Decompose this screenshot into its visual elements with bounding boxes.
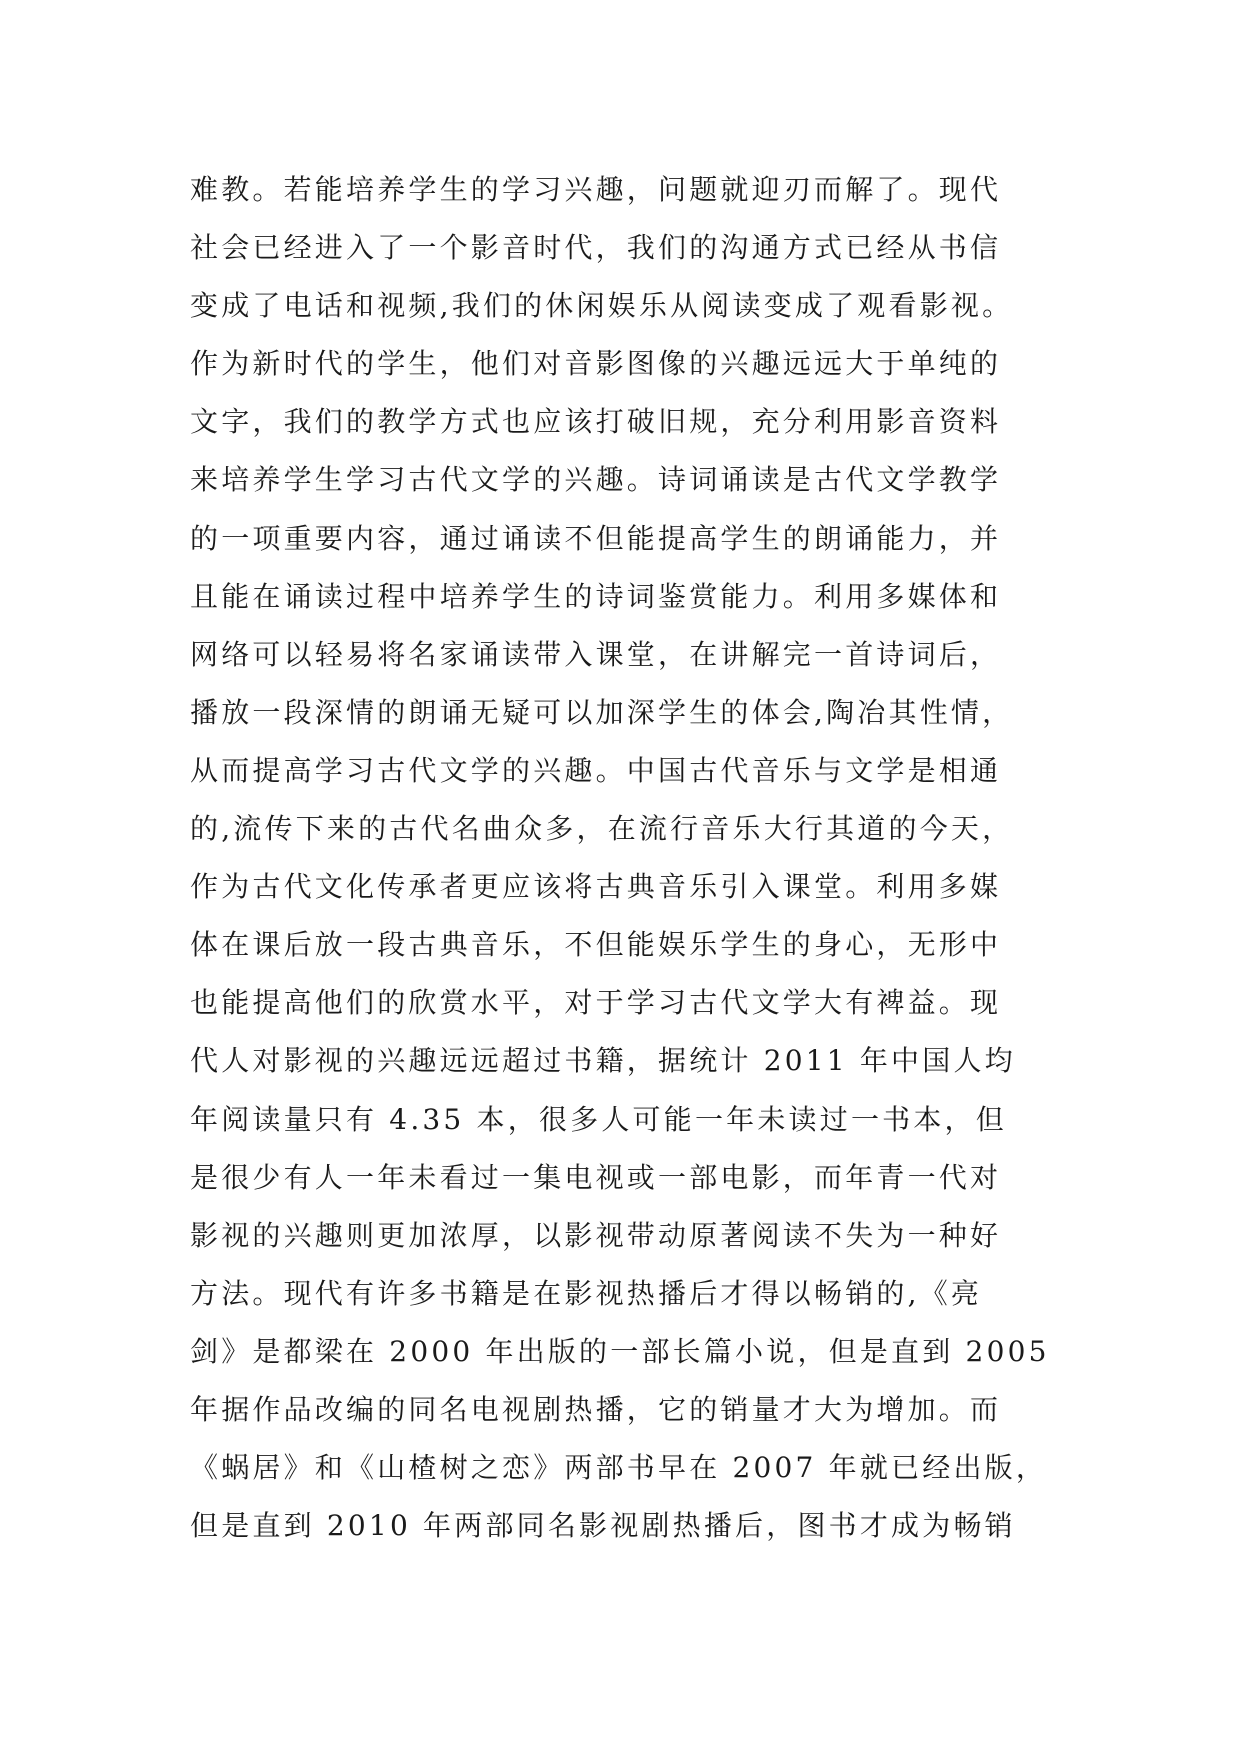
text-line: 影视的兴趣则更加浓厚，以影视带动原著阅读不失为一种好: [190, 1218, 1002, 1252]
text-line: 从而提高学习古代文学的兴趣。中国古代音乐与文学是相通: [190, 753, 1002, 787]
text-line: 剑》是都梁在 2000 年出版的一部长篇小说，但是直到 2005: [190, 1334, 1050, 1368]
text-line: 且能在诵读过程中培养学生的诗词鉴赏能力。利用多媒体和: [190, 579, 1002, 613]
body-text: [190, 161, 1070, 1555]
text-line: 网络可以轻易将名家诵读带入课堂，在讲解完一首诗词后，: [190, 637, 1002, 671]
text-line: 来培养学生学习古代文学的兴趣。诗词诵读是古代文学教学: [190, 463, 1002, 497]
text-line: 《蜗居》和《山楂树之恋》两部书早在 2007 年就已经出版，: [190, 1451, 1048, 1485]
text-line: 作为古代文化传承者更应该将古典音乐引入课堂。利用多媒: [190, 870, 1002, 904]
text-line: 的一项重要内容，通过诵读不但能提高学生的朗诵能力，并: [190, 521, 1002, 555]
text-line: 的,流传下来的古代名曲众多，在流行音乐大行其道的今天，: [190, 812, 1014, 846]
text-line: 社会已经进入了一个影音时代，我们的沟通方式已经从书信: [190, 231, 1002, 265]
text-line: 代人对影视的兴趣远远超过书籍，据统计 2011 年中国人均: [190, 1044, 1016, 1078]
text-line: 变成了电话和视频,我们的休闲娱乐从阅读变成了观看影视。: [190, 289, 1014, 323]
text-line: 体在课后放一段古典音乐，不但能娱乐学生的身心，无形中: [190, 928, 1002, 962]
text-line: 文字，我们的教学方式也应该打破旧规，充分利用影音资料: [190, 405, 1002, 439]
text-line: 播放一段深情的朗诵无疑可以加深学生的体会,陶冶其性情，: [190, 695, 1014, 729]
text-line: 年阅读量只有 4.35 本，很多人可能一年未读过一书本，但: [190, 1102, 1007, 1136]
text-line: 是很少有人一年未看过一集电视或一部电影，而年青一代对: [190, 1160, 1002, 1194]
text-line: 但是直到 2010 年两部同名影视剧热播后，图书才成为畅销: [190, 1509, 1016, 1543]
text-line: 作为新时代的学生，他们对音影图像的兴趣远远大于单纯的: [190, 347, 1002, 381]
text-line: 年据作品改编的同名电视剧热播，它的销量才大为增加。而: [190, 1392, 1002, 1426]
text-line: 也能提高他们的欣赏水平，对于学习古代文学大有裨益。现: [190, 986, 1002, 1020]
text-line: 方法。现代有许多书籍是在影视热播后才得以畅销的,《亮: [190, 1276, 983, 1310]
text-line: 难教。若能培养学生的学习兴趣，问题就迎刃而解了。现代: [190, 173, 1002, 206]
